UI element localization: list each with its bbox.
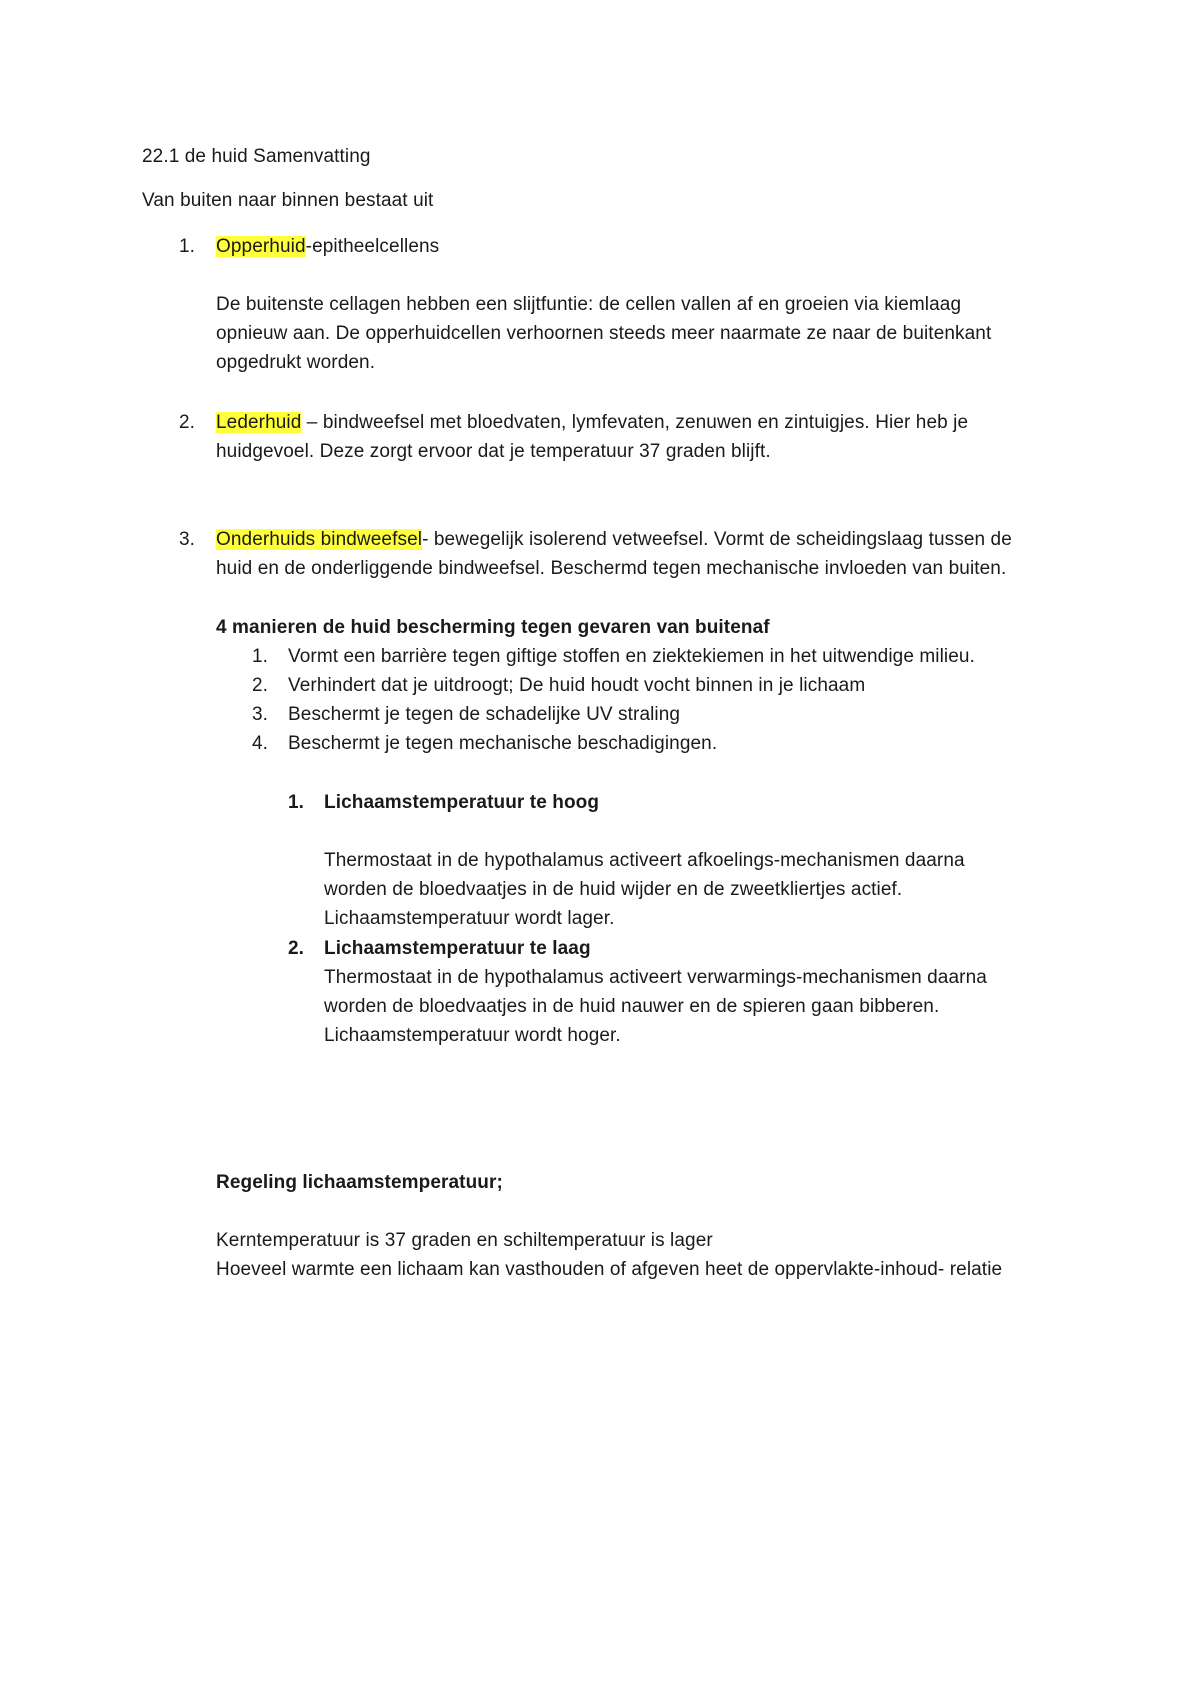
layer-1-body-line: opnieuw aan. De opperhuidcellen verhoornen steeds meer naarmate ze naar de buitenkant bbox=[216, 323, 992, 344]
layer-2-title bbox=[216, 412, 968, 434]
temperature-1-number: 1. bbox=[288, 792, 305, 813]
layer-3-rest: - bewegelijk isolerend vetweefsel. Vormt de scheidingslaag tussen de bbox=[422, 529, 1012, 550]
document-title: 22.1 de huid Samenvatting bbox=[142, 146, 371, 167]
temperature-2-number: 2. bbox=[288, 938, 305, 959]
layer-1-term: Opperhuid bbox=[216, 236, 306, 257]
temperature-2-body-line: Lichaamstemperatuur wordt hoger. bbox=[324, 1025, 621, 1046]
protection-item-number: 2. bbox=[252, 675, 269, 696]
protection-item: Vormt een barrière tegen giftige stoffen en ziektekiemen in het uitwendige milieu. bbox=[288, 646, 975, 667]
layer-2-body-line: huidgevoel. Deze zorgt ervoor dat je temperatuur 37 graden blijft. bbox=[216, 441, 771, 462]
protection-item-number: 3. bbox=[252, 704, 269, 725]
temperature-1-body-line: Thermostaat in de hypothalamus activeert afkoelings-mechanismen daarna bbox=[324, 850, 965, 871]
layer-1-rest: -epitheelcellens bbox=[305, 236, 440, 257]
layer-2-term: Lederhuid bbox=[216, 412, 302, 433]
protection-item: Verhindert dat je uitdroogt; De huid houdt vocht binnen in je lichaam bbox=[288, 675, 866, 696]
protection-item-number: 1. bbox=[252, 646, 269, 667]
layer-1-title bbox=[216, 236, 439, 258]
layer-3-title bbox=[216, 529, 1012, 551]
layer-1-body-line: De buitenste cellagen hebben een slijtfuntie: de cellen vallen af en groeien via kiemlaag bbox=[216, 294, 962, 315]
temperature-2-heading: Lichaamstemperatuur te laag bbox=[324, 938, 591, 959]
layer-3-term: Onderhuids bindweefsel bbox=[216, 529, 423, 550]
regulation-heading: Regeling lichaamstemperatuur; bbox=[216, 1172, 503, 1193]
layer-3-number: 3. bbox=[179, 529, 196, 550]
temperature-2-body-line: Thermostaat in de hypothalamus activeert verwarmings-mechanismen daarna bbox=[324, 967, 987, 988]
layer-1-number: 1. bbox=[179, 236, 196, 257]
regulation-line: Hoeveel warmte een lichaam kan vasthouden of afgeven heet de oppervlakte-inhoud- relatie bbox=[216, 1259, 1003, 1280]
protection-item: Beschermt je tegen mechanische beschadigingen. bbox=[288, 733, 718, 754]
temperature-1-heading: Lichaamstemperatuur te hoog bbox=[324, 792, 600, 813]
regulation-line: Kerntemperatuur is 37 graden en schiltemperatuur is lager bbox=[216, 1230, 713, 1251]
protection-item: Beschermt je tegen de schadelijke UV straling bbox=[288, 704, 681, 725]
temperature-1-body-line: worden de bloedvaatjes in de huid wijder en de zweetkliertjes actief. bbox=[324, 879, 903, 900]
layer-3-body-line: huid en de onderliggende bindweefsel. Beschermd tegen mechanische invloeden van buiten. bbox=[216, 558, 1007, 579]
intro-line: Van buiten naar binnen bestaat uit bbox=[142, 190, 434, 211]
protection-heading: 4 manieren de huid bescherming tegen gevaren van buitenaf bbox=[216, 617, 770, 638]
layer-1-body-line: opgedrukt worden. bbox=[216, 352, 376, 373]
temperature-1-body-line: Lichaamstemperatuur wordt lager. bbox=[324, 908, 615, 929]
temperature-2-body-line: worden de bloedvaatjes in de huid nauwer en de spieren gaan bibberen. bbox=[324, 996, 940, 1017]
layer-2-rest: – bindweefsel met bloedvaten, lymfevaten, zenuwen en zintuigjes. Hier heb je bbox=[301, 412, 969, 433]
protection-item-number: 4. bbox=[252, 733, 269, 754]
layer-2-number: 2. bbox=[179, 412, 196, 433]
